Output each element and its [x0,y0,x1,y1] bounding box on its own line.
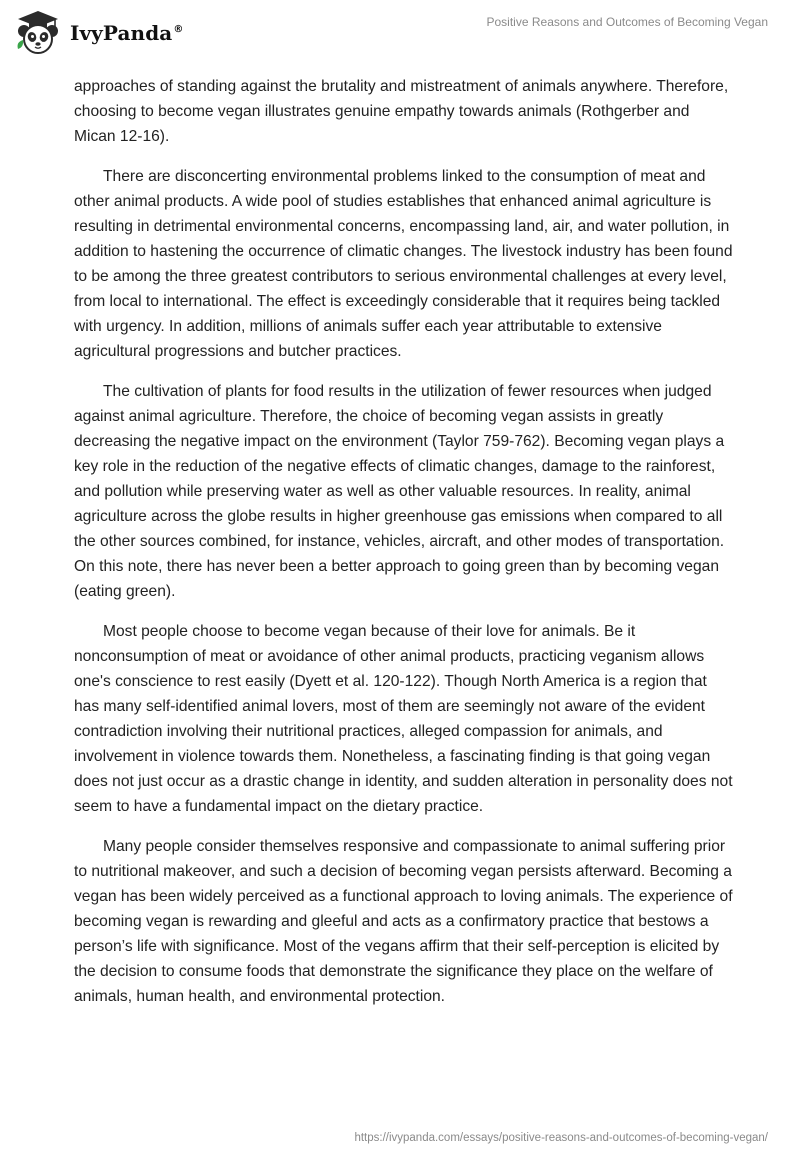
paragraph-love-for-animals: Most people choose to become vegan because of their love for animals. Be it nonconsumption of meat or avoidance of other animal products, practicing veganism allows one's conscience to rest easily (Dyett et al. 120-122). Though North America is a region that has many self-identified animal lovers, most of them are seemingly not aware of the evident contradiction involving their nutritional practices, alleged compassion for animals, and involvement in violence towards them. Nonetheless, a fascinating finding is that going vegan does not just occur as a drastic change in identity, and sudden alteration in personality does not seem to have a fundamental impact on the dietary practice. [74,623,733,815]
paragraph-continuation: approaches of standing against the brutality and mistreatment of animals anywhere. Therefore, choosing to become vegan illustrates genuine empathy towards animals (Rothgerber and Mican 12-16). [74,78,729,145]
paragraph-compassion: Many people consider themselves responsive and compassionate to animal suffering prior to nutritional makeover, and such a decision of becoming vegan persists afterward. Becoming a vegan has been widely perceived as a functional approach to loving animals. The experience of becoming vegan is rewarding and gleeful and acts as a confirmatory practice that bestows a person’s life with significance. Most of the vegans affirm that their self-perception is elicited by the decision to consume foods that demonstrate the significance they place on the welfare of animals, human health, and environmental protection. [74,838,733,1005]
panda-graduate-icon [14,9,62,55]
document-title: Positive Reasons and Outcomes of Becoming Vegan [486,15,768,29]
essay-body [74,74,734,1024]
paragraph-environmental-problems: There are disconcerting environmental problems linked to the consumption of meat and other animal products. A wide pool of studies establishes that enhanced animal agriculture is resulting in detrimental environmental concerns, encompassing land, air, and water pollution, in addition to hastening the occurrence of climatic changes. The livestock industry has been found to be among the three greatest contributors to serious environmental challenges at every level, from local to international. The effect is exceedingly considerable that it requires being tackled with urgency. In addition, millions of animals suffer each year attributable to extensive agricultural progressions and butcher practices. [74,168,733,360]
brand-logo[interactable] [14,9,183,55]
source-url[interactable]: https://ivypanda.com/essays/positive-reasons-and-outcomes-of-becoming-vegan/ [354,1132,768,1144]
paragraph-plant-cultivation: The cultivation of plants for food results in the utilization of fewer resources when judged against animal agriculture. Therefore, the choice of becoming vegan assists in greatly decreasing the negative impact on the environment (Taylor 759-762). Becoming vegan plays a key role in the reduction of the negative effects of climatic changes, damage to the rainforest, and pollution while preserving water as well as other valuable resources. In reality, animal agriculture across the globe results in higher greenhouse gas emissions when compared to all the other sources combined, for instance, vehicles, aircraft, and other modes of transportation. On this note, there has never been a better approach to going green than by becoming vegan (eating green). [74,383,725,600]
brand-name: IvyPanda® [70,21,184,45]
page-header [0,0,800,64]
